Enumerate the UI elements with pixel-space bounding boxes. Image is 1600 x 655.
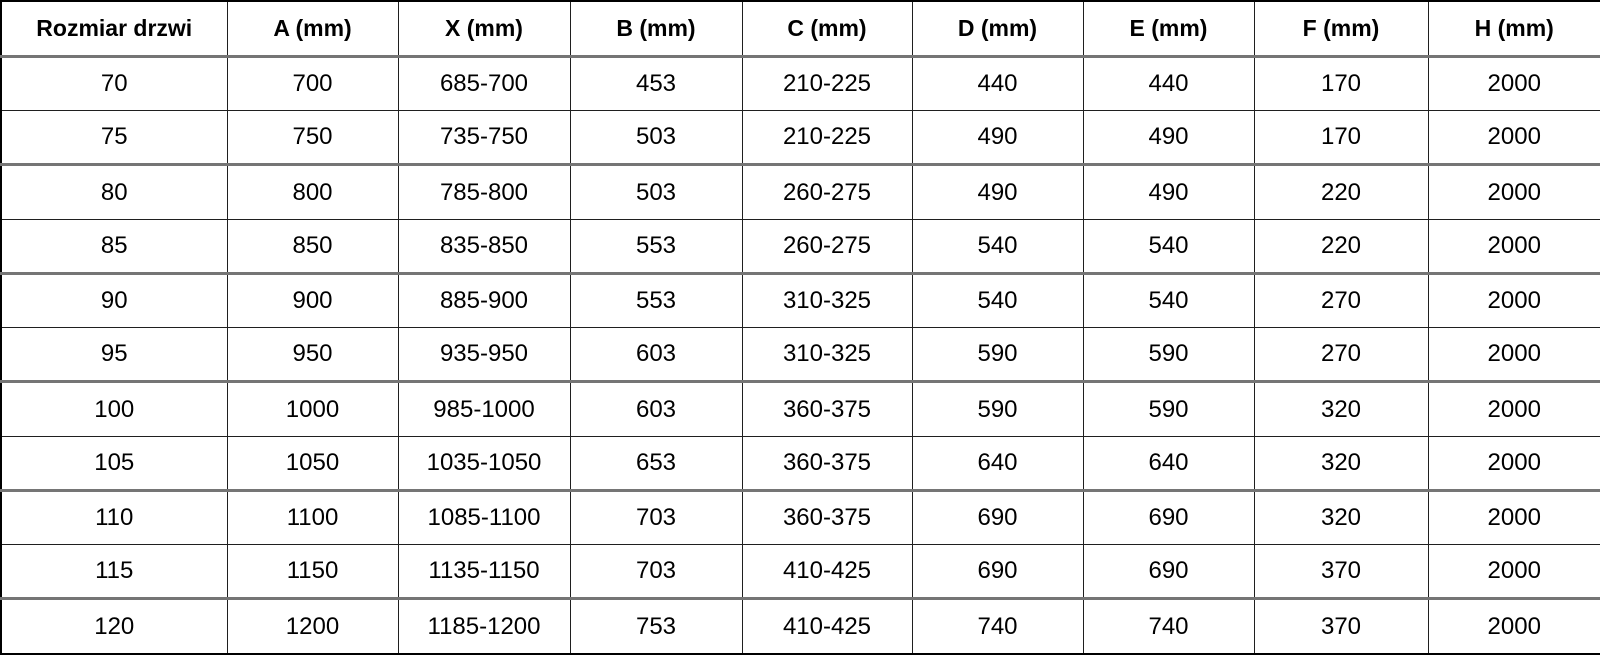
column-header-b: B (mm) — [570, 1, 742, 57]
cell-a: 900 — [227, 273, 398, 327]
cell-x: 1185-1200 — [398, 599, 570, 654]
column-header-f: F (mm) — [1254, 1, 1428, 57]
cell-a: 800 — [227, 165, 398, 219]
cell-b: 753 — [570, 599, 742, 654]
cell-f: 270 — [1254, 328, 1428, 382]
cell-d: 440 — [912, 57, 1083, 111]
cell-b: 503 — [570, 165, 742, 219]
cell-h: 2000 — [1428, 219, 1600, 273]
table-row — [1, 165, 1600, 219]
cell-c: 360-375 — [742, 490, 912, 544]
cell-e: 690 — [1083, 490, 1254, 544]
cell-b: 653 — [570, 436, 742, 490]
column-header-h: H (mm) — [1428, 1, 1600, 57]
cell-a: 1000 — [227, 382, 398, 436]
cell-e: 490 — [1083, 165, 1254, 219]
table-row — [1, 545, 1600, 599]
cell-size: 105 — [1, 436, 227, 490]
cell-d: 540 — [912, 273, 1083, 327]
cell-a: 850 — [227, 219, 398, 273]
cell-a: 750 — [227, 111, 398, 165]
cell-f: 320 — [1254, 436, 1428, 490]
cell-x: 1035-1050 — [398, 436, 570, 490]
cell-d: 490 — [912, 111, 1083, 165]
cell-size: 90 — [1, 273, 227, 327]
column-header-x: X (mm) — [398, 1, 570, 57]
cell-h: 2000 — [1428, 545, 1600, 599]
cell-h: 2000 — [1428, 57, 1600, 111]
cell-a: 1200 — [227, 599, 398, 654]
cell-c: 210-225 — [742, 111, 912, 165]
cell-f: 320 — [1254, 382, 1428, 436]
cell-h: 2000 — [1428, 382, 1600, 436]
cell-b: 703 — [570, 545, 742, 599]
cell-e: 540 — [1083, 273, 1254, 327]
cell-a: 700 — [227, 57, 398, 111]
table-row — [1, 328, 1600, 382]
cell-x: 935-950 — [398, 328, 570, 382]
cell-a: 950 — [227, 328, 398, 382]
column-header-d: D (mm) — [912, 1, 1083, 57]
cell-e: 590 — [1083, 382, 1254, 436]
cell-x: 785-800 — [398, 165, 570, 219]
cell-b: 503 — [570, 111, 742, 165]
cell-size: 70 — [1, 57, 227, 111]
cell-h: 2000 — [1428, 165, 1600, 219]
cell-c: 360-375 — [742, 382, 912, 436]
cell-h: 2000 — [1428, 328, 1600, 382]
cell-x: 835-850 — [398, 219, 570, 273]
table-row — [1, 490, 1600, 544]
column-header-a: A (mm) — [227, 1, 398, 57]
cell-x: 1085-1100 — [398, 490, 570, 544]
cell-f: 320 — [1254, 490, 1428, 544]
cell-f: 170 — [1254, 57, 1428, 111]
cell-b: 453 — [570, 57, 742, 111]
table-row — [1, 382, 1600, 436]
cell-b: 703 — [570, 490, 742, 544]
column-header-e: E (mm) — [1083, 1, 1254, 57]
cell-c: 260-275 — [742, 219, 912, 273]
cell-f: 270 — [1254, 273, 1428, 327]
table-row — [1, 219, 1600, 273]
cell-c: 410-425 — [742, 545, 912, 599]
cell-x: 735-750 — [398, 111, 570, 165]
cell-x: 685-700 — [398, 57, 570, 111]
cell-size: 75 — [1, 111, 227, 165]
cell-h: 2000 — [1428, 490, 1600, 544]
table-row — [1, 436, 1600, 490]
cell-f: 220 — [1254, 165, 1428, 219]
cell-d: 740 — [912, 599, 1083, 654]
cell-d: 590 — [912, 382, 1083, 436]
cell-c: 260-275 — [742, 165, 912, 219]
table-row — [1, 111, 1600, 165]
cell-b: 553 — [570, 219, 742, 273]
cell-d: 590 — [912, 328, 1083, 382]
cell-e: 640 — [1083, 436, 1254, 490]
cell-f: 170 — [1254, 111, 1428, 165]
cell-size: 110 — [1, 490, 227, 544]
cell-e: 440 — [1083, 57, 1254, 111]
cell-b: 553 — [570, 273, 742, 327]
cell-d: 490 — [912, 165, 1083, 219]
table-row — [1, 273, 1600, 327]
cell-f: 370 — [1254, 545, 1428, 599]
cell-e: 490 — [1083, 111, 1254, 165]
cell-d: 640 — [912, 436, 1083, 490]
cell-c: 360-375 — [742, 436, 912, 490]
header-row — [1, 1, 1600, 57]
cell-size: 100 — [1, 382, 227, 436]
cell-a: 1050 — [227, 436, 398, 490]
cell-x: 885-900 — [398, 273, 570, 327]
cell-a: 1100 — [227, 490, 398, 544]
cell-d: 690 — [912, 545, 1083, 599]
cell-c: 210-225 — [742, 57, 912, 111]
cell-x: 1135-1150 — [398, 545, 570, 599]
cell-e: 690 — [1083, 545, 1254, 599]
cell-size: 80 — [1, 165, 227, 219]
cell-f: 220 — [1254, 219, 1428, 273]
cell-d: 540 — [912, 219, 1083, 273]
cell-e: 740 — [1083, 599, 1254, 654]
cell-x: 985-1000 — [398, 382, 570, 436]
cell-a: 1150 — [227, 545, 398, 599]
cell-size: 95 — [1, 328, 227, 382]
cell-h: 2000 — [1428, 273, 1600, 327]
cell-b: 603 — [570, 328, 742, 382]
column-header-size: Rozmiar drzwi — [1, 1, 227, 57]
cell-size: 115 — [1, 545, 227, 599]
cell-h: 2000 — [1428, 599, 1600, 654]
cell-e: 590 — [1083, 328, 1254, 382]
cell-f: 370 — [1254, 599, 1428, 654]
table-row — [1, 599, 1600, 654]
cell-c: 310-325 — [742, 328, 912, 382]
cell-c: 410-425 — [742, 599, 912, 654]
column-header-c: C (mm) — [742, 1, 912, 57]
cell-e: 540 — [1083, 219, 1254, 273]
cell-size: 120 — [1, 599, 227, 654]
cell-b: 603 — [570, 382, 742, 436]
cell-h: 2000 — [1428, 111, 1600, 165]
table-row — [1, 57, 1600, 111]
cell-size: 85 — [1, 219, 227, 273]
cell-h: 2000 — [1428, 436, 1600, 490]
cell-d: 690 — [912, 490, 1083, 544]
cell-c: 310-325 — [742, 273, 912, 327]
